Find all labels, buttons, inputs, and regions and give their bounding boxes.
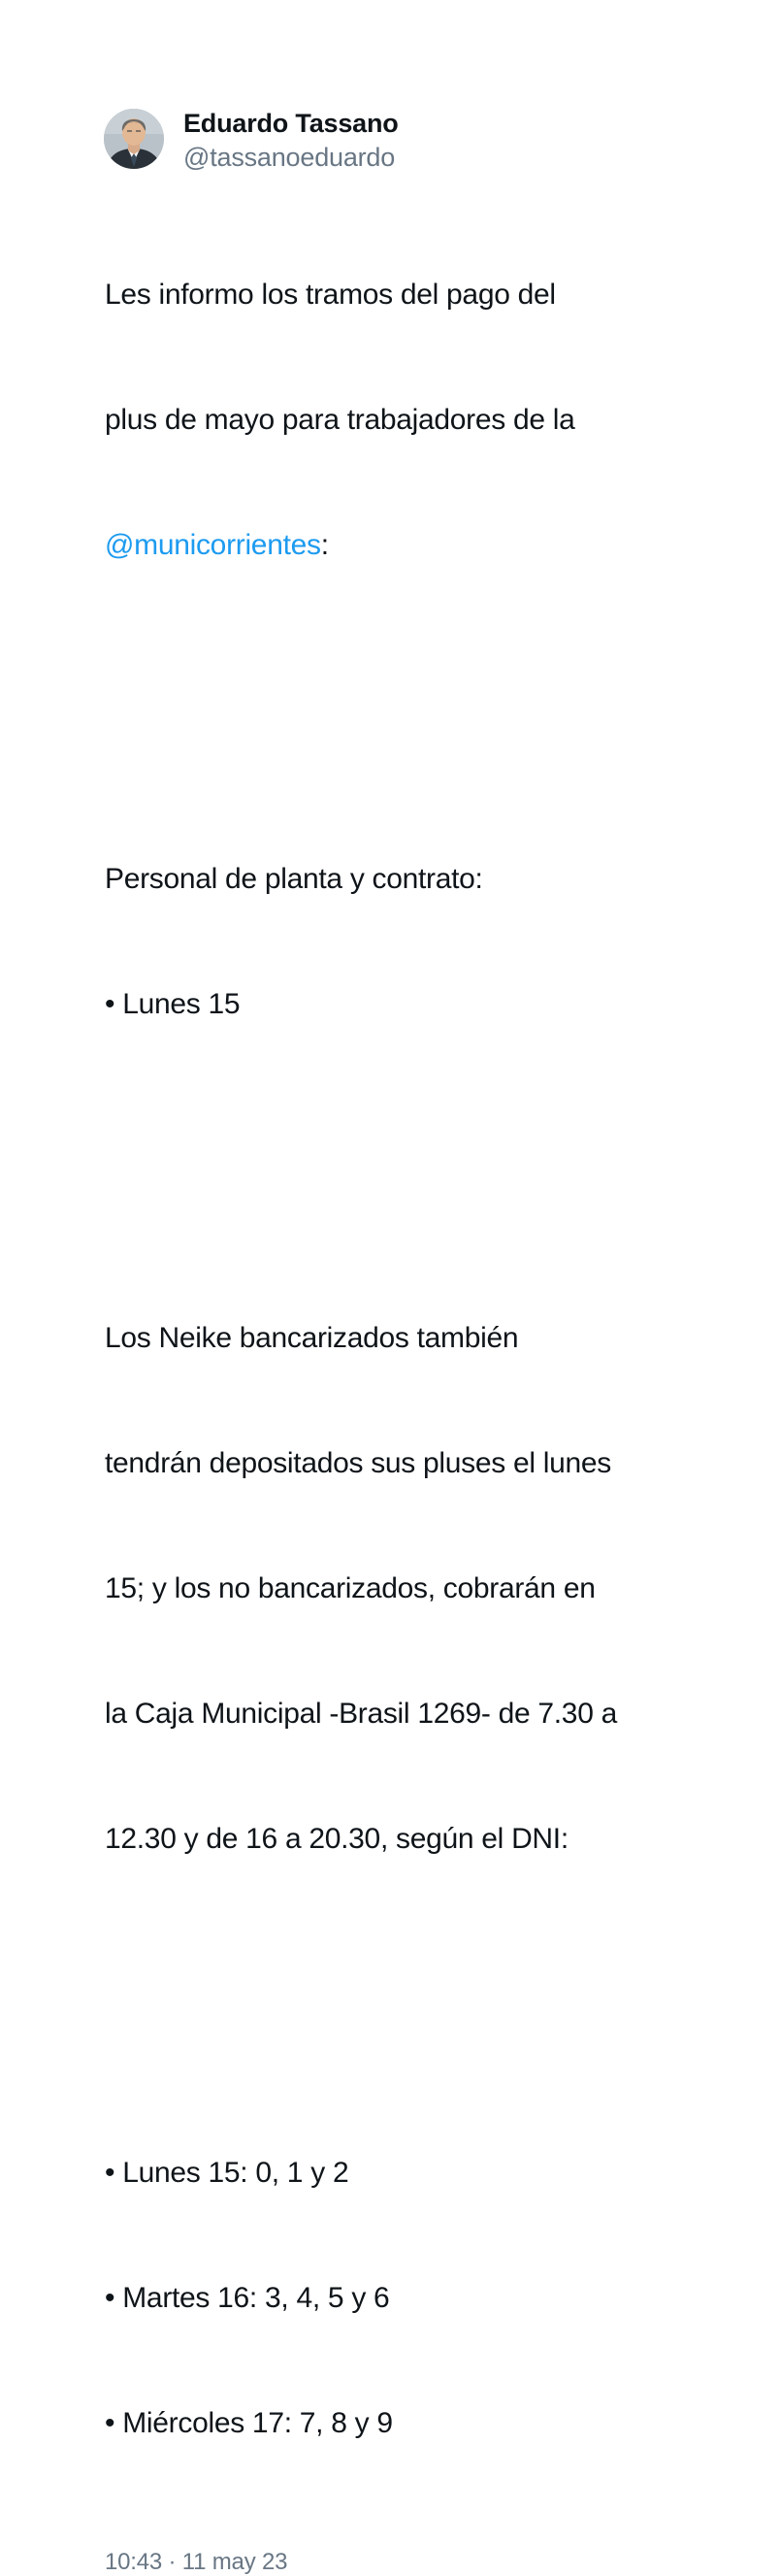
tweet-line: 12.30 y de 16 a 20.30, según el DNI: [105, 1823, 569, 1856]
list-item: • Martes 16: 3, 4, 5 y 6 [105, 2282, 390, 2315]
tweet-line: tendrán depositados sus pluses el lunes [105, 1447, 611, 1480]
tweet-line: 15; y los no bancarizados, cobrarán en [105, 1572, 596, 1605]
tweet-line: Les informo los tramos del pago del [105, 279, 556, 312]
spacer [105, 1985, 722, 2027]
tweet-timestamp[interactable]: 10:43 · 11 may 23 [105, 2549, 288, 2576]
avatar[interactable] [104, 109, 164, 169]
section-title-planta: Personal de planta y contrato: [105, 863, 483, 896]
list-item: • Lunes 15: 0, 1 y 2 [105, 2157, 349, 2190]
tweet-line: plus de mayo para trabajadores de la [105, 404, 575, 437]
spacer [105, 691, 722, 733]
tweet-text [105, 190, 722, 2527]
list-item: • Miércoles 17: 7, 8 y 9 [105, 2407, 393, 2440]
author-name-block [183, 107, 399, 173]
mention-link-municorrientes[interactable]: @municorrientes [105, 529, 321, 562]
list-item: • Lunes 15 [105, 988, 241, 1021]
tweet-header [104, 107, 722, 173]
tweet-line: la Caja Municipal -Brasil 1269- de 7.30 a [105, 1698, 617, 1731]
spacer [105, 1150, 722, 1192]
avatar-photo-icon [104, 109, 164, 169]
author-display-name[interactable]: Eduardo Tassano [183, 109, 399, 138]
author-handle[interactable]: @tassanoeduardo [183, 142, 396, 172]
tweet-line: Los Neike bancarizados también [105, 1322, 519, 1355]
tweet-mention-line [105, 524, 722, 566]
mention-suffix: : [320, 529, 329, 562]
